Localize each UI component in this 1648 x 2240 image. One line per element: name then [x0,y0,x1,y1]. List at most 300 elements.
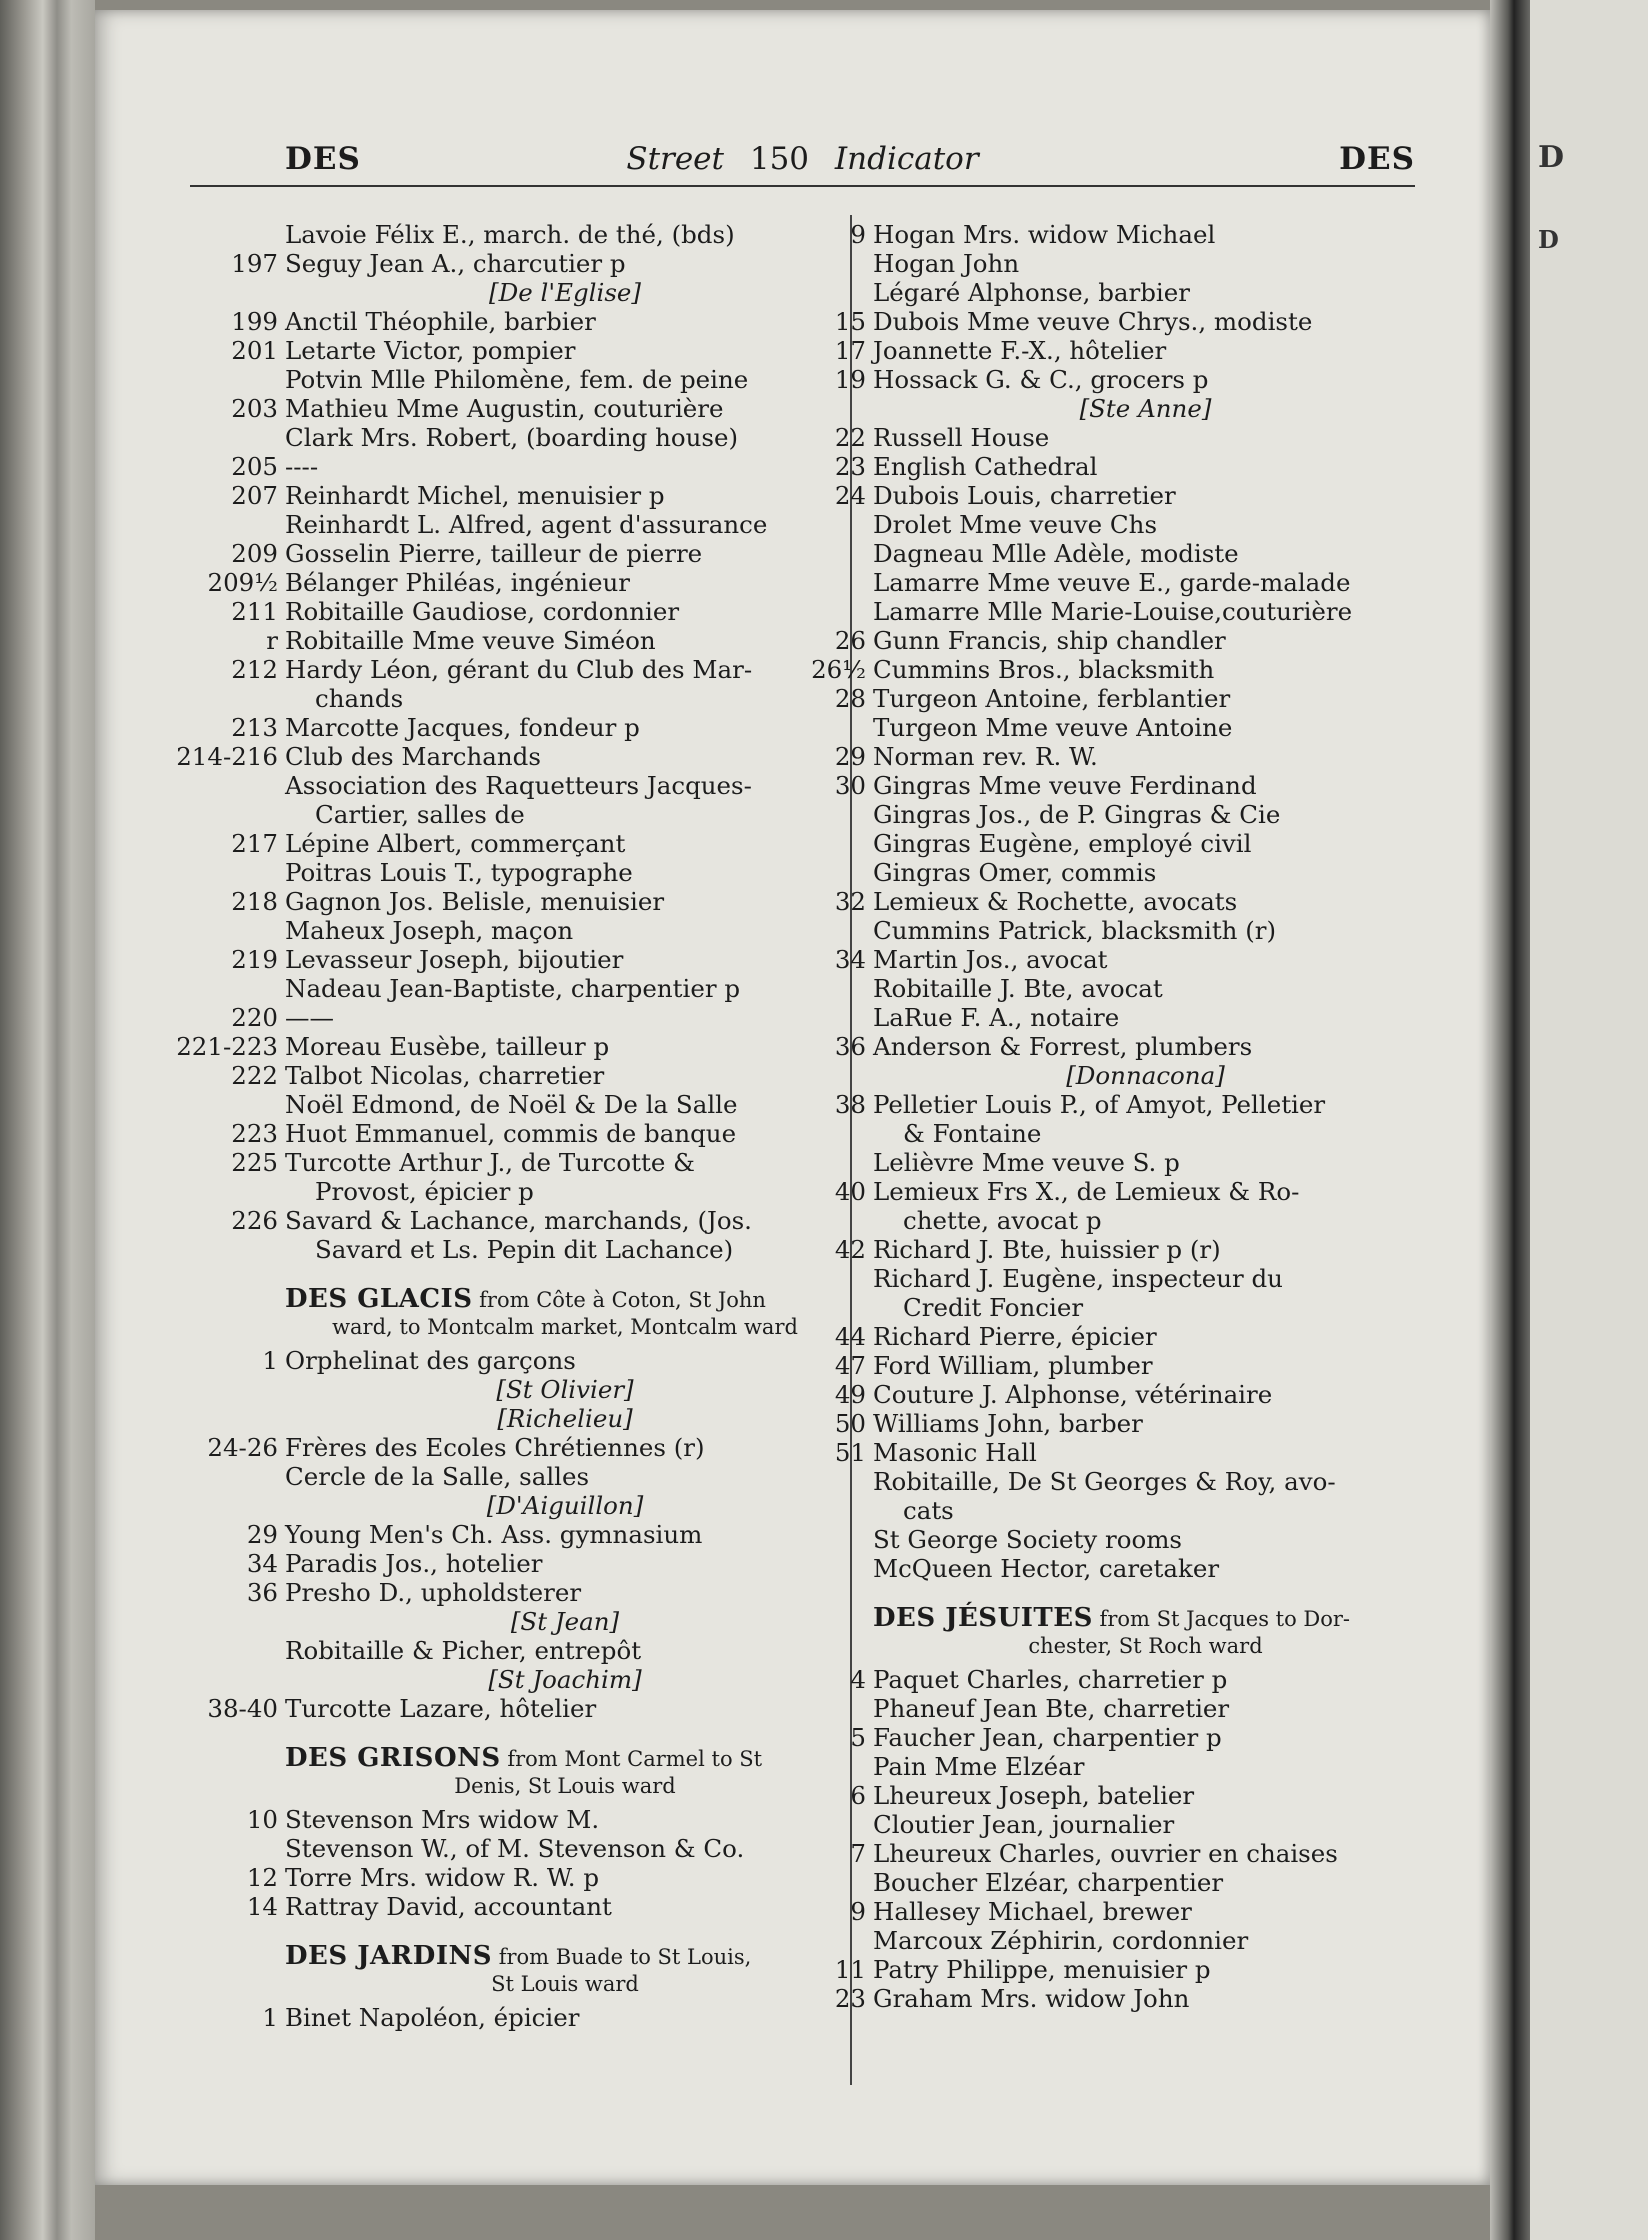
house-number: 213 [231,713,278,742]
directory-entry [231,1206,845,1235]
directory-entry [285,1636,845,1665]
entry-text: Robitaille Mme veuve Siméon [285,626,656,655]
entry-text: Lemieux & Rochette, avocats [873,887,1238,916]
house-number: 26½ [811,655,866,684]
entry-text: Hallesey Michael, brewer [873,1897,1192,1926]
directory-entry [834,1409,1418,1438]
entry-text: Turgeon Mme veuve Antoine [873,713,1233,742]
directory-entry [285,684,845,713]
directory-entry [285,800,845,829]
entry-text: Lépine Albert, commerçant [285,829,626,858]
section-gap [285,1921,845,1939]
cross-street [285,1665,845,1694]
entry-text: Gingras Jos., de P. Gingras & Cie [873,800,1281,829]
street-name: DES JÉSUITES [873,1603,1093,1633]
section-gap [285,1264,845,1282]
house-number: 22 [834,423,866,452]
house-number: 221-223 [176,1032,278,1061]
directory-entry [285,510,845,539]
street-heading [873,1605,1418,1659]
entry-text: Hardy Léon, gérant du Club des Mar- [285,655,753,684]
book-binding [0,0,95,2240]
directory-entry [231,887,845,916]
entry-text: —— [285,1003,334,1032]
directory-entry [285,1090,845,1119]
entry-text: Patry Philippe, menuisier p [873,1955,1211,1984]
entry-text: Savard et Ls. Pepin dit Lachance) [315,1235,734,1264]
directory-entry [850,220,1418,249]
directory-entry [285,1177,845,1206]
entry-text: Anderson & Forrest, plumbers [873,1032,1253,1061]
house-number: 23 [834,1984,866,2013]
directory-entry [834,365,1418,394]
directory-entry [285,858,845,887]
directory-entry [850,1665,1418,1694]
entry-text: Seguy Jean A., charcutier p [285,249,626,278]
entry-text: [D'Aiguillon] [486,1491,644,1520]
entry-text: Frères des Ecoles Chrétiennes (r) [285,1433,705,1462]
house-number: 28 [834,684,866,713]
directory-entry [873,249,1418,278]
directory-entry [834,742,1418,771]
entry-text: Richard Pierre, épicier [873,1322,1157,1351]
entry-text: Talbot Nicolas, charretier [285,1061,605,1090]
house-number: 36 [246,1578,278,1607]
header-indicator: Indicator [834,141,979,177]
house-number: 197 [231,249,278,278]
directory-entry [176,1032,845,1061]
directory-entry [873,1119,1418,1148]
directory-entry [231,829,845,858]
house-number: 38-40 [207,1694,278,1723]
directory-entry [231,597,845,626]
entry-text: Gagnon Jos. Belisle, menuisier [285,887,665,916]
entry-text: Marcoux Zéphirin, cordonnier [873,1926,1249,1955]
house-number: 26 [834,626,866,655]
directory-entry [266,626,845,655]
house-number: 14 [246,1892,278,1921]
house-number: 1 [262,1346,278,1375]
entry-text: ---- [285,452,319,481]
house-number: 40 [834,1177,866,1206]
directory-entry [262,1346,845,1375]
street-description-cont: Denis, St Louis ward [454,1774,676,1798]
directory-entry [873,1003,1418,1032]
entry-text: Couture J. Alphonse, vétérinaire [873,1380,1273,1409]
directory-entry [834,1438,1418,1467]
entry-text: Richard J. Eugène, inspecteur du [873,1264,1283,1293]
directory-entry [246,1863,845,1892]
directory-entry [873,1868,1418,1897]
directory-entry [873,539,1418,568]
directory-entry [246,1805,845,1834]
entry-text: Moreau Eusèbe, tailleur p [285,1032,610,1061]
entry-text: Turgeon Antoine, ferblantier [873,684,1231,713]
house-number: 29 [834,742,866,771]
directory-entry [231,336,845,365]
entry-text: [St Joachim] [488,1665,642,1694]
directory-entry [834,684,1418,713]
house-number: 220 [231,1003,278,1032]
entry-text: Cummins Bros., blacksmith [873,655,1215,684]
house-number: 12 [246,1863,278,1892]
entry-text: Anctil Théophile, barbier [285,307,596,336]
directory-entry [246,1578,845,1607]
entry-text: Gingras Mme veuve Ferdinand [873,771,1257,800]
directory-entry [873,1810,1418,1839]
directory-entry [207,568,845,597]
directory-entry [231,452,845,481]
entry-text: [St Olivier] [496,1375,634,1404]
directory-entry [834,1177,1418,1206]
street-description: from Côte à Coton, St John [472,1288,766,1312]
directory-entry [285,771,845,800]
entry-text: Noël Edmond, de Noël & De la Salle [285,1090,738,1119]
cross-street [285,1404,845,1433]
entry-text: Hogan John [873,249,1020,278]
house-number: 199 [231,307,278,336]
entry-text: Association des Raquetteurs Jacques- [285,771,752,800]
cross-street [285,1375,845,1404]
directory-entry [834,1351,1418,1380]
entry-text: Dubois Louis, charretier [873,481,1176,510]
entry-text: chette, avocat p [903,1206,1102,1235]
house-number: 203 [231,394,278,423]
street-description: from St Jacques to Dor- [1092,1607,1351,1631]
adjacent-page-letter-1: D [1538,140,1565,175]
directory-entry [834,481,1418,510]
entry-text: Turcotte Arthur J., de Turcotte & [285,1148,695,1177]
entry-text: [St Jean] [510,1607,620,1636]
directory-entry [231,945,845,974]
directory-entry [834,771,1418,800]
entry-text: Huot Emmanuel, commis de banque [285,1119,737,1148]
house-number: 34 [834,945,866,974]
entry-text: Lavoie Félix E., march. de thé, (bds) [285,220,735,249]
directory-entry [207,1694,845,1723]
directory-entry [285,1834,845,1863]
section-gap [285,1723,845,1741]
directory-entry [873,1264,1418,1293]
running-header [190,135,1415,187]
section-gap [873,1583,1418,1601]
entry-text: Orphelinat des garçons [285,1346,576,1375]
directory-entry [176,742,845,771]
entry-text: Rattray David, accountant [285,1892,612,1921]
directory-entry [873,597,1418,626]
directory-entry [231,307,845,336]
directory-entry [285,365,845,394]
entry-text: Cloutier Jean, journalier [873,1810,1175,1839]
header-right: DES [1339,141,1415,177]
house-number: 211 [231,597,278,626]
directory-entry [231,1003,845,1032]
entry-text: Robitaille J. Bte, avocat [873,974,1163,1003]
directory-entry [850,1781,1418,1810]
page-gutter [1490,0,1530,2240]
house-number: 29 [246,1520,278,1549]
entry-text: Gosselin Pierre, tailleur de pierre [285,539,703,568]
directory-entry [246,1520,845,1549]
house-number: 6 [850,1781,866,1810]
house-number: 223 [231,1119,278,1148]
directory-entry [231,713,845,742]
house-number: 23 [834,452,866,481]
entry-text: Cercle de la Salle, salles [285,1462,590,1491]
entry-text: Lelièvre Mme veuve S. p [873,1148,1180,1177]
house-number: 7 [850,1839,866,1868]
street-heading [285,1745,845,1799]
house-number: 47 [834,1351,866,1380]
cross-street [285,1607,845,1636]
house-number: 205 [231,452,278,481]
entry-text: Provost, épicier p [315,1177,534,1206]
entry-text: McQueen Hector, caretaker [873,1554,1220,1583]
house-number: 214-216 [176,742,278,771]
street-description: from Mont Carmel to St [500,1747,763,1771]
entry-text: Bélanger Philéas, ingénieur [285,568,630,597]
entry-text: Gingras Eugène, employé civil [873,829,1252,858]
directory-entry [873,858,1418,887]
house-number: 209½ [207,568,278,597]
entry-text: Martin Jos., avocat [873,945,1108,974]
entry-text: Cummins Patrick, blacksmith (r) [873,916,1277,945]
directory-entry [231,394,845,423]
directory-entry [834,887,1418,916]
cross-street [285,1491,845,1520]
entry-text: Robitaille, De St Georges & Roy, avo- [873,1467,1336,1496]
directory-entry [873,1293,1418,1322]
right-column [811,220,1418,2013]
street-description-cont: ward, to Montcalm market, Montcalm ward [332,1315,798,1339]
directory-entry [834,423,1418,452]
entry-text: Binet Napoléon, épicier [285,2003,580,2032]
entry-text: Lheureux Joseph, batelier [873,1781,1195,1810]
directory-entry [231,539,845,568]
entry-text: Masonic Hall [873,1438,1037,1467]
entry-text: [Donnacona] [1066,1061,1225,1090]
house-number: r [266,626,278,655]
house-number: 5 [850,1723,866,1752]
directory-entry [834,1235,1418,1264]
entry-text: Savard & Lachance, marchands, (Jos. [285,1206,752,1235]
adjacent-page-letter-2: D [1538,225,1559,254]
house-number: 4 [850,1665,866,1694]
house-number: 32 [834,887,866,916]
house-number: 36 [834,1032,866,1061]
entry-text: Drolet Mme veuve Chs [873,510,1158,539]
entry-text: Norman rev. R. W. [873,742,1098,771]
entry-text: Stevenson W., of M. Stevenson & Co. [285,1834,745,1863]
directory-entry [873,1752,1418,1781]
house-number: 217 [231,829,278,858]
entry-text: Lamarre Mlle Marie-Louise,couturière [873,597,1353,626]
directory-entry [246,1892,845,1921]
adjacent-page [1530,0,1648,2240]
directory-entry [834,1322,1418,1351]
directory-entry [285,916,845,945]
entry-text: Pelletier Louis P., of Amyot, Pelletier [873,1090,1326,1119]
house-number: 50 [834,1409,866,1438]
street-description-cont: St Louis ward [491,1972,639,1996]
entry-text: Dubois Mme veuve Chrys., modiste [873,307,1313,336]
house-number: 226 [231,1206,278,1235]
street-name: DES GLACIS [285,1284,473,1314]
house-number: 19 [834,365,866,394]
entry-text: Graham Mrs. widow John [873,1984,1190,2013]
house-number: 24-26 [207,1433,278,1462]
directory-entry [231,1148,845,1177]
directory-entry [231,1061,845,1090]
directory-entry [285,1462,845,1491]
entry-text: Ford William, plumber [873,1351,1153,1380]
directory-entry [231,1119,845,1148]
entry-text: Stevenson Mrs widow M. [285,1805,600,1834]
header-street: Street [626,141,724,177]
directory-entry [873,800,1418,829]
directory-entry [834,452,1418,481]
entry-text: Mathieu Mme Augustin, couturière [285,394,724,423]
house-number: 9 [850,220,866,249]
directory-entry [207,1433,845,1462]
house-number: 201 [231,336,278,365]
entry-text: Dagneau Mlle Adèle, modiste [873,539,1239,568]
directory-entry [873,1554,1418,1583]
entry-text: Club des Marchands [285,742,541,771]
directory-entry [873,713,1418,742]
entry-text: Phaneuf Jean Bte, charretier [873,1694,1230,1723]
entry-text: Cartier, salles de [315,800,525,829]
directory-entry [834,1955,1418,1984]
street-description: from Buade to St Louis, [492,1945,752,1969]
house-number: 15 [834,307,866,336]
entry-text: & Fontaine [903,1119,1042,1148]
directory-entry [834,1090,1418,1119]
entry-text: Torre Mrs. widow R. W. p [285,1863,600,1892]
entry-text: Paradis Jos., hotelier [285,1549,543,1578]
house-number: 212 [231,655,278,684]
house-number: 11 [834,1955,866,1984]
house-number: 42 [834,1235,866,1264]
header-left: DES [285,141,361,177]
directory-entry [873,510,1418,539]
house-number: 30 [834,771,866,800]
entry-text: cats [903,1496,954,1525]
entry-text: St George Society rooms [873,1525,1183,1554]
directory-entry [834,1984,1418,2013]
directory-entry [873,278,1418,307]
entry-text: Hossack G. & C., grocers p [873,365,1209,394]
entry-text: Gingras Omer, commis [873,858,1157,887]
directory-entry [873,1926,1418,1955]
entry-text: Joannette F.-X., hôtelier [873,336,1167,365]
entry-text: Gunn Francis, ship chandler [873,626,1226,655]
directory-entry [873,1148,1418,1177]
cross-street [873,394,1418,423]
entry-text: LaRue F. A., notaire [873,1003,1120,1032]
house-number: 51 [834,1438,866,1467]
entry-text: Légaré Alphonse, barbier [873,278,1190,307]
entry-text: Marcotte Jacques, fondeur p [285,713,640,742]
directory-entry [285,423,845,452]
directory-entry [873,974,1418,1003]
entry-text: Turcotte Lazare, hôtelier [285,1694,597,1723]
directory-entry [231,655,845,684]
street-heading [285,1286,845,1340]
directory-entry [285,220,845,249]
house-number: 17 [834,336,866,365]
entry-text: Richard J. Bte, huissier p (r) [873,1235,1221,1264]
entry-text: Reinhardt L. Alfred, agent d'assurance [285,510,768,539]
house-number: 222 [231,1061,278,1090]
directory-entry [285,974,845,1003]
house-number: 218 [231,887,278,916]
house-number: 207 [231,481,278,510]
directory-entry [850,1839,1418,1868]
house-number: 209 [231,539,278,568]
directory-entry [873,1694,1418,1723]
entry-text: Russell House [873,423,1050,452]
entry-text: Levasseur Joseph, bijoutier [285,945,624,974]
street-description-cont: chester, St Roch ward [1028,1634,1263,1658]
directory-entry [873,829,1418,858]
directory-entry [873,1496,1418,1525]
house-number: 38 [834,1090,866,1119]
entry-text: Presho D., upholdsterer [285,1578,582,1607]
house-number: 34 [246,1549,278,1578]
page-number: 150 [749,141,810,177]
directory-entry [873,916,1418,945]
directory-entry [262,2003,845,2032]
entry-text: English Cathedral [873,452,1098,481]
entry-text: Faucher Jean, charpentier p [873,1723,1222,1752]
directory-entry [834,945,1418,974]
cross-street [873,1061,1418,1090]
entry-text: Lheureux Charles, ouvrier en chaises [873,1839,1338,1868]
directory-entry [850,1723,1418,1752]
entry-text: Pain Mme Elzéar [873,1752,1085,1781]
entry-text: Hogan Mrs. widow Michael [873,220,1216,249]
house-number: 225 [231,1148,278,1177]
directory-entry [811,655,1418,684]
left-column [176,220,845,2032]
cross-street [285,278,845,307]
house-number: 49 [834,1380,866,1409]
entry-text: [Ste Anne] [1079,394,1212,423]
house-number: 1 [262,2003,278,2032]
entry-text: Lemieux Frs X., de Lemieux & Ro- [873,1177,1300,1206]
entry-text: Clark Mrs. Robert, (boarding house) [285,423,739,452]
entry-text: Robitaille Gaudiose, cordonnier [285,597,680,626]
entry-text: Credit Foncier [903,1293,1084,1322]
entry-text: Nadeau Jean-Baptiste, charpentier p [285,974,740,1003]
directory-entry [850,1897,1418,1926]
house-number: 10 [246,1805,278,1834]
entry-text: Potvin Mlle Philomène, fem. de peine [285,365,749,394]
directory-entry [285,1235,845,1264]
street-name: DES JARDINS [285,1941,493,1971]
entry-text: [De l'Eglise] [489,278,641,307]
directory-entry [834,307,1418,336]
house-number: 9 [850,1897,866,1926]
directory-entry [873,1206,1418,1235]
entry-text: Poitras Louis T., typographe [285,858,633,887]
directory-entry [246,1549,845,1578]
entry-text: Letarte Victor, pompier [285,336,576,365]
directory-entry [834,1032,1418,1061]
house-number: 44 [834,1322,866,1351]
directory-entry [834,1380,1418,1409]
